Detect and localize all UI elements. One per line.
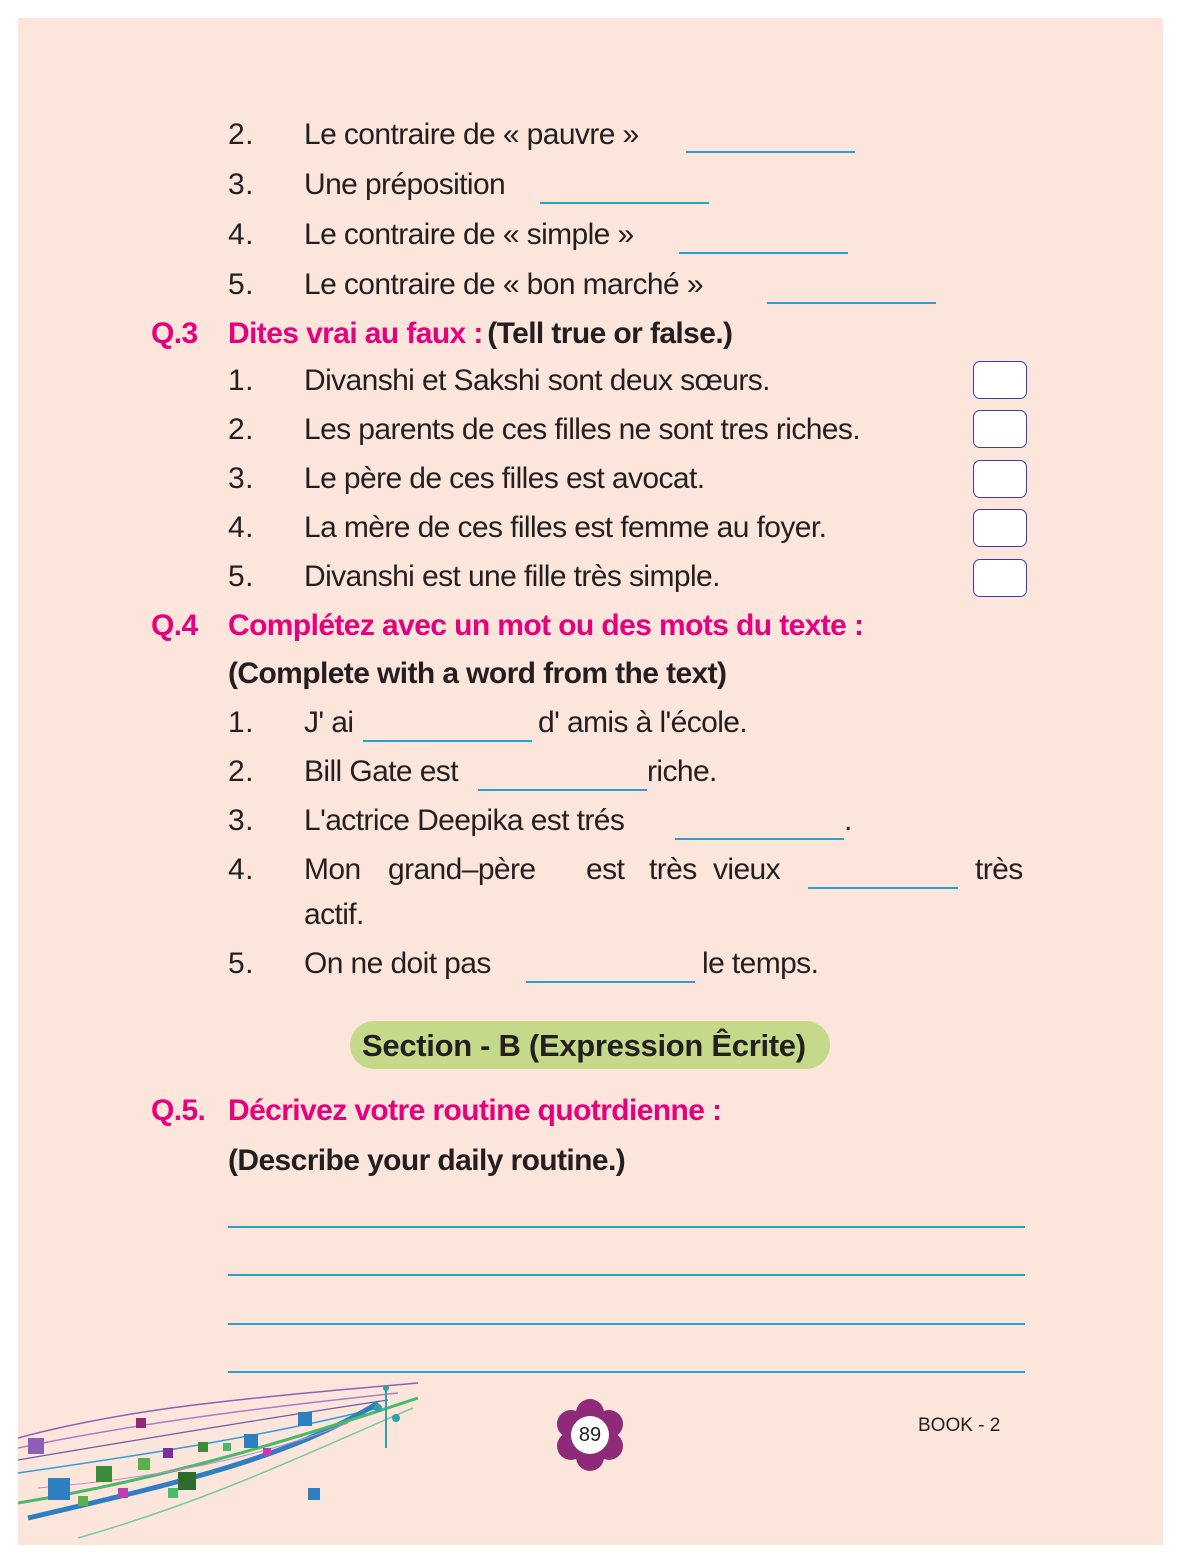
q3-item-5-answer-box[interactable] — [973, 559, 1027, 597]
q3-subtitle: (Tell true or false.) — [487, 317, 733, 350]
q4-item-5-before: On ne doit pas — [304, 947, 491, 980]
q5-label: Q.5. — [151, 1094, 206, 1127]
q5-subtitle: (Describe your daily routine.) — [228, 1144, 626, 1177]
q4-item-3-number: 3. — [228, 804, 255, 837]
q3-item-3-number: 3. — [228, 462, 255, 495]
q3-item-2-answer-box[interactable] — [973, 410, 1027, 448]
q4-item-3-blank[interactable] — [675, 838, 844, 840]
q4-item-4-number: 4. — [228, 853, 255, 886]
q4-item-3-before: L'actrice Deepika est trés — [304, 804, 625, 837]
q5-title: Décrivez votre routine quotrdienne : — [228, 1094, 722, 1127]
q5-writing-line-3[interactable] — [228, 1323, 1025, 1325]
q3-item-3-answer-box[interactable] — [973, 460, 1027, 498]
q4-item-4-word-5: vieux — [713, 853, 781, 886]
q4-item-2-number: 2. — [228, 755, 255, 788]
q4-item-5-blank[interactable] — [526, 981, 695, 983]
q4-item-4-after: très — [975, 853, 1023, 886]
q4-title: Complétez avec un mot ou des mots du texte : — [228, 609, 864, 642]
q3-item-1-answer-box[interactable] — [973, 361, 1027, 399]
q2-item-2-number: 2. — [228, 118, 255, 151]
q4-item-3-after: . — [844, 804, 852, 837]
q4-item-4-word-4: très — [649, 853, 697, 886]
q2-item-4-text: Le contraire de « simple » — [304, 218, 634, 251]
q3-item-1-number: 1. — [228, 364, 255, 397]
q4-item-1-before: J' ai — [304, 706, 354, 739]
q4-item-1-blank[interactable] — [363, 740, 532, 742]
q4-subtitle: (Complete with a word from the text) — [228, 657, 727, 690]
q4-item-2-before: Bill Gate est — [304, 755, 458, 788]
q2-item-3-text: Une préposition — [304, 168, 506, 201]
q2-item-5-text: Le contraire de « bon marché » — [304, 268, 703, 301]
q2-item-3-blank[interactable] — [540, 202, 709, 204]
q3-label: Q.3 — [151, 317, 198, 350]
q4-item-4-word-3: est — [586, 853, 625, 886]
q5-writing-line-2[interactable] — [228, 1274, 1025, 1276]
q4-item-1-number: 1. — [228, 706, 255, 739]
q2-item-2-text: Le contraire de « pauvre » — [304, 118, 639, 151]
q2-item-4-blank[interactable] — [679, 252, 848, 254]
q3-item-4-answer-box[interactable] — [973, 509, 1027, 547]
q2-item-2-blank[interactable] — [686, 151, 855, 153]
q3-item-5-text: Divanshi est une fille très simple. — [304, 560, 720, 593]
page-number: 89 — [578, 1424, 602, 1446]
decorative-swirl — [18, 1378, 438, 1545]
worksheet-page — [18, 18, 1163, 1545]
q3-item-1-text: Divanshi et Sakshi sont deux sœurs. — [304, 364, 770, 397]
q4-label: Q.4 — [151, 609, 198, 642]
q3-item-3-text: Le père de ces filles est avocat. — [304, 462, 705, 495]
q4-item-4-blank[interactable] — [808, 887, 958, 889]
book-label: BOOK - 2 — [918, 1415, 1001, 1436]
q3-item-4-number: 4. — [228, 511, 255, 544]
q4-item-5-after: le temps. — [702, 947, 819, 980]
q5-writing-line-1[interactable] — [228, 1226, 1025, 1228]
q4-item-4-continuation: actif. — [304, 898, 364, 931]
q5-writing-line-4[interactable] — [228, 1371, 1025, 1373]
q2-item-5-blank[interactable] — [767, 302, 936, 304]
q2-item-5-number: 5. — [228, 268, 255, 301]
q3-title: Dites vrai au faux : — [228, 317, 483, 350]
q3-item-4-text: La mère de ces filles est femme au foyer. — [304, 511, 827, 544]
q4-item-5-number: 5. — [228, 947, 255, 980]
q4-item-4-word-2: grand–père — [388, 853, 536, 886]
q4-item-1-after: d' amis à l'école. — [538, 706, 748, 739]
section-b-title: Section - B (Expression Êcrite) — [362, 1028, 806, 1063]
q3-heading — [228, 317, 732, 351]
q3-item-5-number: 5. — [228, 560, 255, 593]
q4-item-2-after: riche. — [647, 755, 717, 788]
q4-item-4-word-1: Mon — [304, 853, 361, 886]
q3-item-2-text: Les parents de ces filles ne sont tres riches. — [304, 413, 861, 446]
q3-item-2-number: 2. — [228, 413, 255, 446]
q4-item-2-blank[interactable] — [478, 789, 647, 791]
q2-item-3-number: 3. — [228, 168, 255, 201]
q2-item-4-number: 4. — [228, 218, 255, 251]
